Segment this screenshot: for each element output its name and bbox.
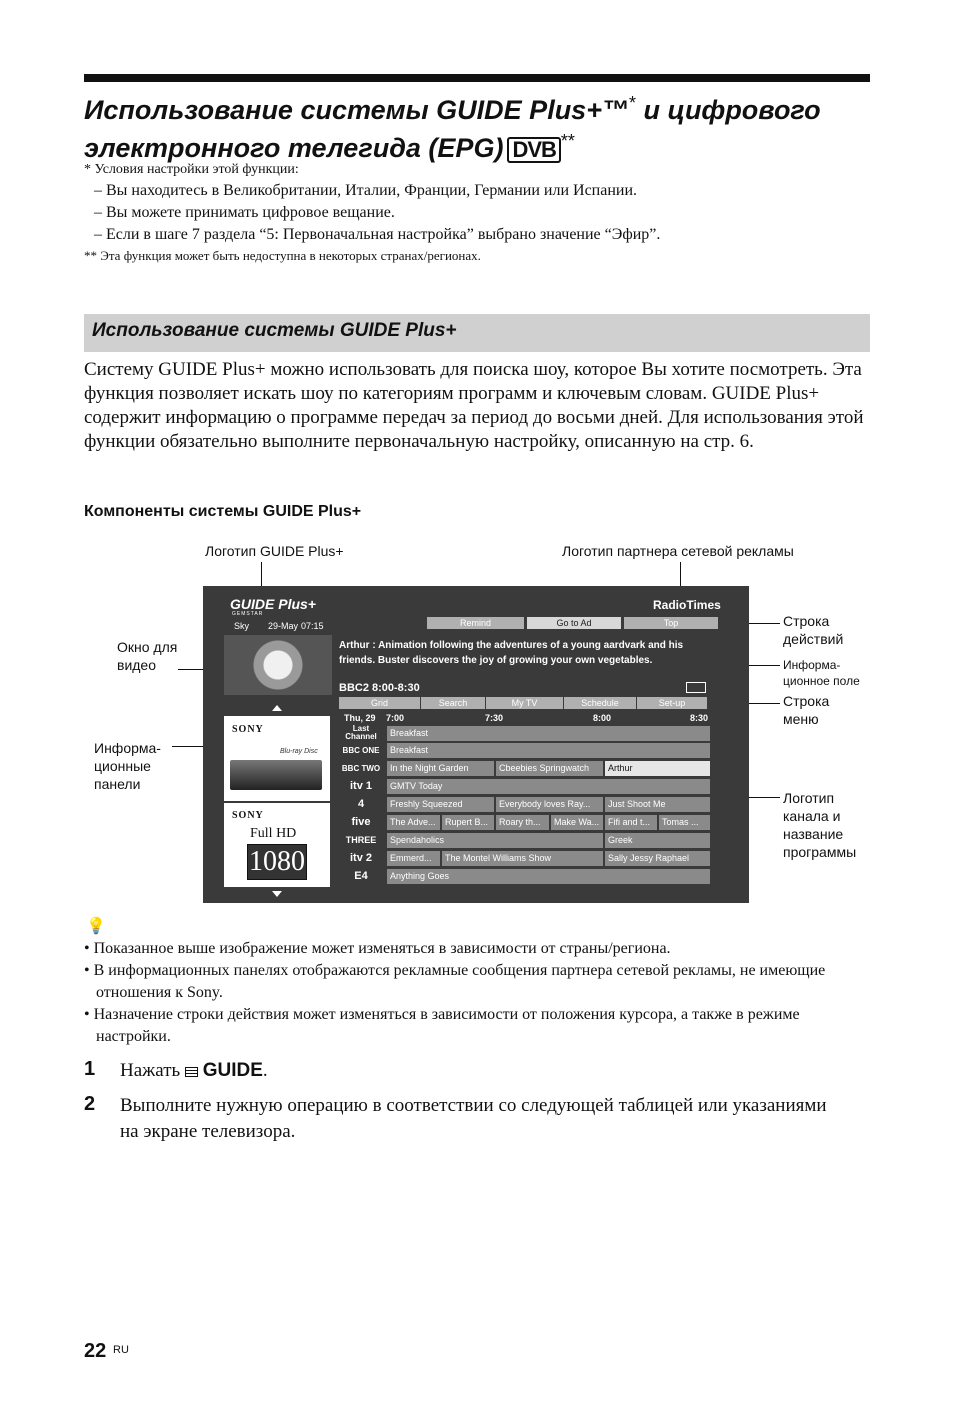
programme-cell[interactable]: Spendaholics [387,833,603,848]
video-window [224,635,332,695]
step-1-number: 1 [84,1058,96,1080]
panel-down-arrow-icon[interactable] [272,891,282,897]
channel-logo-itv2: itv 2 [349,852,372,864]
intro-paragraph: Систему GUIDE Plus+ можно использовать для поиска шоу, которое Вы хотите посмотреть. Эта функция позволяет искать шоу по категориям программ и ключевым словам. GUIDE Plus+ содержит информацию о программе передач за период до восьми дней. Для использования этой функции обязательно выполните первоначальную настройку, описанную на стр. 6. [84,359,864,452]
programme-cell[interactable]: Breakfast [387,726,710,741]
info-channel: BBC2 8:00-8:30 [339,682,420,694]
programme-cell[interactable]: Everybody loves Ray... [496,797,603,812]
programme-cell[interactable]: Greek [605,833,710,848]
programme-cell[interactable]: Sally Jessy Raphael [605,851,710,866]
guide-plus-logo: GUIDE Plus+ [230,596,316,612]
footnote-4: – Если в шаге 7 раздела “5: Первоначальная настройка” выбрано значение “Эфир”. [94,226,661,243]
tips-list: • Показанное выше изображение может изменяться в зависимости от страны/региона. • В информационных панелях отображаются рекламные сообщения партнера сетевой рекламы, не имеющие отношения к Sony. • Назначение строки действия может изменяться в зависимости от положения курсора, а также в режиме настройки. [84,940,826,1045]
programme-cell[interactable]: GMTV Today [387,779,710,794]
programme-cell[interactable]: Tomas ... [659,815,710,830]
callout-partner: Логотип партнера сетевой рекламы [562,543,794,559]
info-text: Arthur : Animation following the adventures of a young aardvark and his friends. Buster discovers the joy of growing your own vegetables. [339,640,684,666]
menu-grid[interactable]: Grid [339,697,420,709]
tip-3: Назначение строки действия может изменяться в зависимости от положения курсора, а также в режиме настройки. [93,1006,800,1045]
programme-cell[interactable]: The Adve... [387,815,440,830]
gemstar-text: GEMSTAR [232,611,264,617]
channel-logo-bbc2: BBC TWO [341,764,381,773]
programme-cell[interactable]: Make Wa... [551,815,603,830]
channel-logo-bbc1: BBC ONE [342,746,380,755]
subsection-title: Компоненты системы GUIDE Plus+ [84,503,362,520]
section-title: Использование системы GUIDE Plus+ [92,320,457,341]
callout-channel-logo: Логотип канала и название программы [783,790,857,860]
callout-panels: Информа- ционные панели [94,740,161,792]
callout-video: Окно для видео [117,639,178,673]
action-go-to-ad[interactable]: Go to Ad [527,617,621,629]
channel-logo-e4: E4 [354,870,368,882]
programme-cell[interactable]: The Montel Williams Show [442,851,603,866]
channel-logo-last: Last Channel [345,724,377,741]
programme-cell[interactable]: Emmerd... [387,851,440,866]
callout-menu-row: Строка меню [783,693,830,727]
programme-cell-selected[interactable]: Arthur [605,761,710,776]
action-top[interactable]: Top [624,617,718,629]
grid-time-800: 8:00 [593,713,612,723]
ad1-product: Blu-ray Disc [280,748,318,755]
tip-1: Показанное выше изображение может изменяться в зависимости от страны/региона. [93,940,671,957]
programme-cell[interactable]: Cbeebies Springwatch [496,761,603,776]
ad1-brand: SONY [232,724,264,735]
grid-time-730: 7:30 [485,713,504,723]
grid-time-700: 7:00 [386,713,405,723]
panel-up-arrow-icon[interactable] [272,705,282,711]
tip-icon: 💡 [86,916,106,935]
programme-cell[interactable]: Fifi and t... [605,815,657,830]
dvb-logo: DVB [507,137,560,163]
channel-logo-three: THREE [345,835,377,845]
bluray-player-image [230,760,322,790]
footnote-1: * Условия настройки этой функции: [84,162,299,177]
ad2-brand: SONY [232,810,264,821]
footnote-2: – Вы находитесь в Великобритании, Италии, Франции, Германии или Испании. [94,182,638,199]
menu-setup[interactable]: Set-up [637,697,707,709]
callout-action-row: Строка действий [783,613,844,647]
footnote-3: – Вы можете принимать цифровое вещание. [94,204,395,221]
programme-cell[interactable]: Just Shoot Me [605,797,710,812]
page-lang: RU [113,1344,129,1356]
radiotimes-logo: RadioTimes [653,598,721,612]
programme-cell[interactable]: Anything Goes [387,869,710,884]
action-remind[interactable]: Remind [427,617,524,629]
screen-source: Sky [234,621,250,631]
grid-date: Thu, 29 [344,713,376,723]
tip-2: В информационных панелях отображаются рекламные сообщения партнера сетевой рекламы, не имеющие отношения к Sony. [93,962,826,1001]
top-rule [84,74,870,82]
guide-key-icon [185,1067,198,1077]
programme-cell[interactable]: Rupert B... [442,815,494,830]
footnote-5: ** Эта функция может быть недоступна в некоторых странах/регионах. [84,248,481,263]
programme-cell[interactable]: Roary th... [496,815,549,830]
page-number: 22 [84,1340,107,1362]
callout-logo: Логотип GUIDE Plus+ [205,543,344,559]
channel-logo-ch4: 4 [357,798,365,810]
ad2-full-hd: Full HD [250,826,297,841]
step-1-text: Нажать GUIDE. [120,1060,268,1081]
menu-my-tv[interactable]: My TV [486,697,563,709]
info-icon [686,682,706,693]
programme-cell[interactable]: In the Night Garden [387,761,494,776]
programme-cell[interactable]: Breakfast [387,743,710,758]
channel-logo-itv1: itv 1 [349,780,372,792]
programme-cell[interactable]: Freshly Squeezed [387,797,494,812]
page-title: Использование системы GUIDE Plus+™* и цифрового электронного телегида (EPG) DVB ** [84,93,821,163]
menu-search[interactable]: Search [421,697,485,709]
screen-date: 29-May [268,621,299,631]
callout-info-field: Информа- ционное поле [783,658,860,688]
channel-logo-five: five [351,816,371,828]
step-2-text: Выполните нужную операцию в соответствии со следующей таблицей или указаниями на экране телевизора. [120,1095,827,1142]
ad2-1080: 1080 [247,844,307,880]
grid-time-830: 8:30 [690,713,709,723]
menu-schedule[interactable]: Schedule [564,697,636,709]
step-2-number: 2 [84,1093,96,1115]
screen-time: 07:15 [301,621,324,631]
